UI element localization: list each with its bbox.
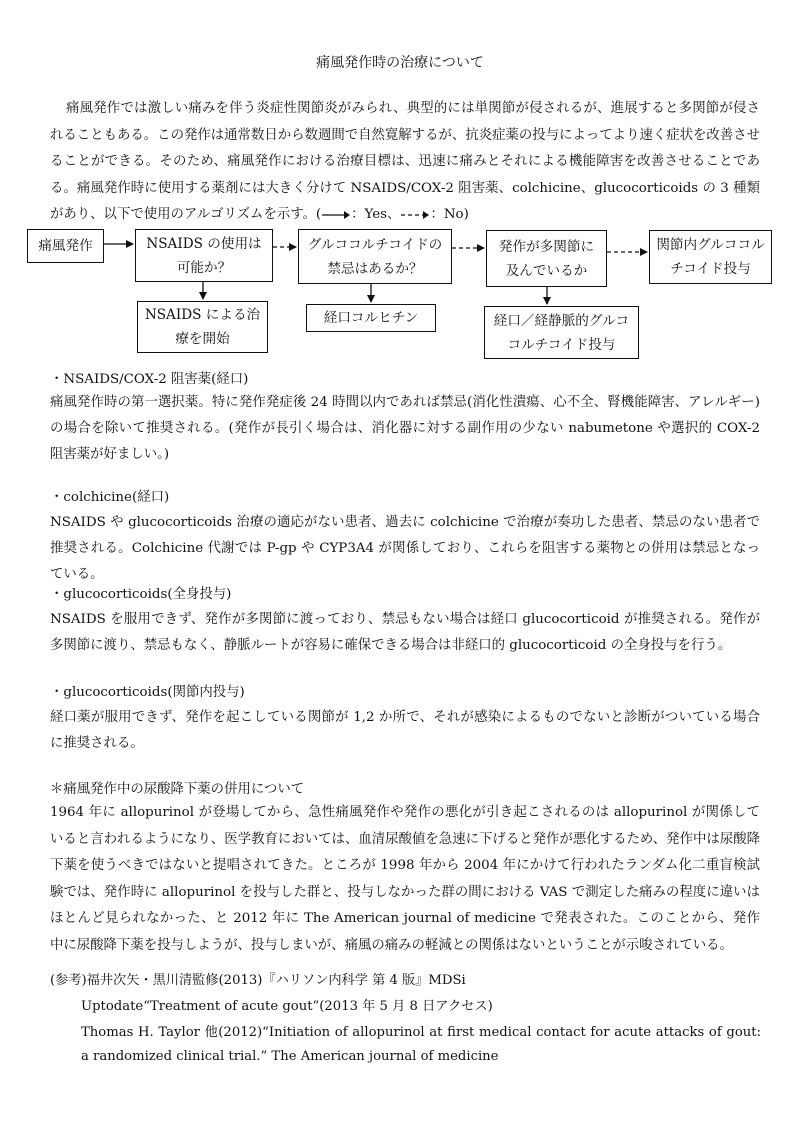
box-gout-attack: 痛風発作 [27,229,104,263]
section-heading-gluco-systemic: ・glucocorticoids(全身投与) [50,587,232,602]
section-body-gluco-systemic: NSAIDS を服用できず、発作が多関節に渡っており、禁忌もない場合は経口 glucocorticoid が推奨される。発作が多関節に渡り、禁忌もなく、静脈ルートが容易に確保できる場合は非経口的 glucocorticoid の全身投与を行う。 [50,612,760,653]
solid-arrow-icon [321,210,351,220]
box-nsaids-question: NSAIDS の使用は可能か？ [135,229,273,282]
section-heading-gluco-intraarticular: ・glucocorticoids(関節内投与) [50,685,245,700]
reference-2: Uptodate“Treatment of acute gout”(2013 年 5 月 8 日アクセス) [81,999,493,1014]
box-oral-colchicine: 経口コルヒチン [306,304,436,332]
box-systemic-gluco: 経口／経静脈的グルココルチコイド投与 [484,306,639,359]
legend-no: ：No) [430,207,469,222]
section-heading-urate-lowering: ＊痛風発作中の尿酸降下薬の併用について [50,782,305,797]
box-nsaids-treatment: NSAIDS による治療を開始 [137,301,268,353]
legend-yes: ：Yes、 [351,207,401,222]
section-body-colchicine: NSAIDS や glucocorticoids 治療の適応がない患者、過去に colchicine で治療が奏功した患者、禁忌のない患者で推奨される。Colchicine 代謝では P-gp や CYP3A4 が関係しており、これらを阻害する薬物との併用は禁忌となっている。 [50,515,760,582]
reference-3: Thomas H. Taylor 他(2012)“Initiation of allopurinol at first medical contact for acute attacks of gout: a randomized clinical trial.” The American journal of medicine [81,1025,761,1064]
section-body-gluco-intraarticular: 経口薬が服用できず、発作を起こしている関節が 1,2 か所で、それが感染によるものでないと診断がついている場合に推奨される。 [50,710,760,751]
section-body-nsaids: 痛風発作時の第一選択薬。特に発作発症後 24 時間以内であれば禁忌(消化性潰瘍、心不全、腎機能障害、アレルギー)の場合を除いて推奨される。(発作が長引く場合は、消化器に対する副作用の少ない nabumetone や選択的 COX-2 阻害薬が好ましい。) [50,395,760,462]
intro-paragraph [50,96,760,229]
section-heading-nsaids: ・NSAIDS/COX-2 阻害薬(経口) [50,372,249,387]
reference-1: (参考)福井次矢・黒川清監修(2013)『ハリソン内科学 第 4 版』MDSi [50,973,466,988]
section-body-urate-lowering: 1964 年に allopurinol が登場してから、急性痛風発作や発作の悪化が引き起こされるのは allopurinol が関係していると言われるようになり、医学教育においては、血清尿酸値を急速に下げると発作が悪化するため、発作中は尿酸降下薬を使うべきではないと提唱されてきた。ところが 1998 年から 2004 年にかけて行われたランダム化二重盲検試験では、発作時に allopurinol を投与した群と、投与しなかった群の間における VAS で測定した痛みの程度に違いはほとんど見られなかった、と 2012 年に The American journal of medicine で発表された。このことから、発作中に尿酸降下薬を投与しようが、投与しまいが、痛風の痛みの軽減との関係はないということが示唆されている。 [50,805,760,953]
intro-text: 痛風発作では激しい痛みを伴う炎症性関節炎がみられ、典型的には単関節が侵されるが、進展すると多関節が侵されることもある。この発作は通常数日から数週間で自然寛解するが、抗炎症薬の投与によってより速く症状を改善させることができる。そのため、痛風発作における治療目標は、迅速に痛みとそれによる機能障害を改善させることである。痛風発作時に使用する薬剤には大きく分けて NSAIDS/COX-2 阻害薬、colchicine、glucocorticoids の 3 種類があり、以下で使用のアルゴリズムを示す。( [50,101,760,222]
page-title: 痛風発作時の治療について [316,55,484,71]
box-polyarticular-question: 発作が多関節に及んでいるか [486,230,607,287]
box-intraarticular-gluco: 関節内グルココルチコイド投与 [649,230,772,284]
section-heading-colchicine: ・colchicine(経口) [50,490,170,505]
dashed-arrow-icon [400,210,430,220]
box-gluco-contraindication-question: グルココルチコイドの禁忌はあるか？ [298,229,452,284]
